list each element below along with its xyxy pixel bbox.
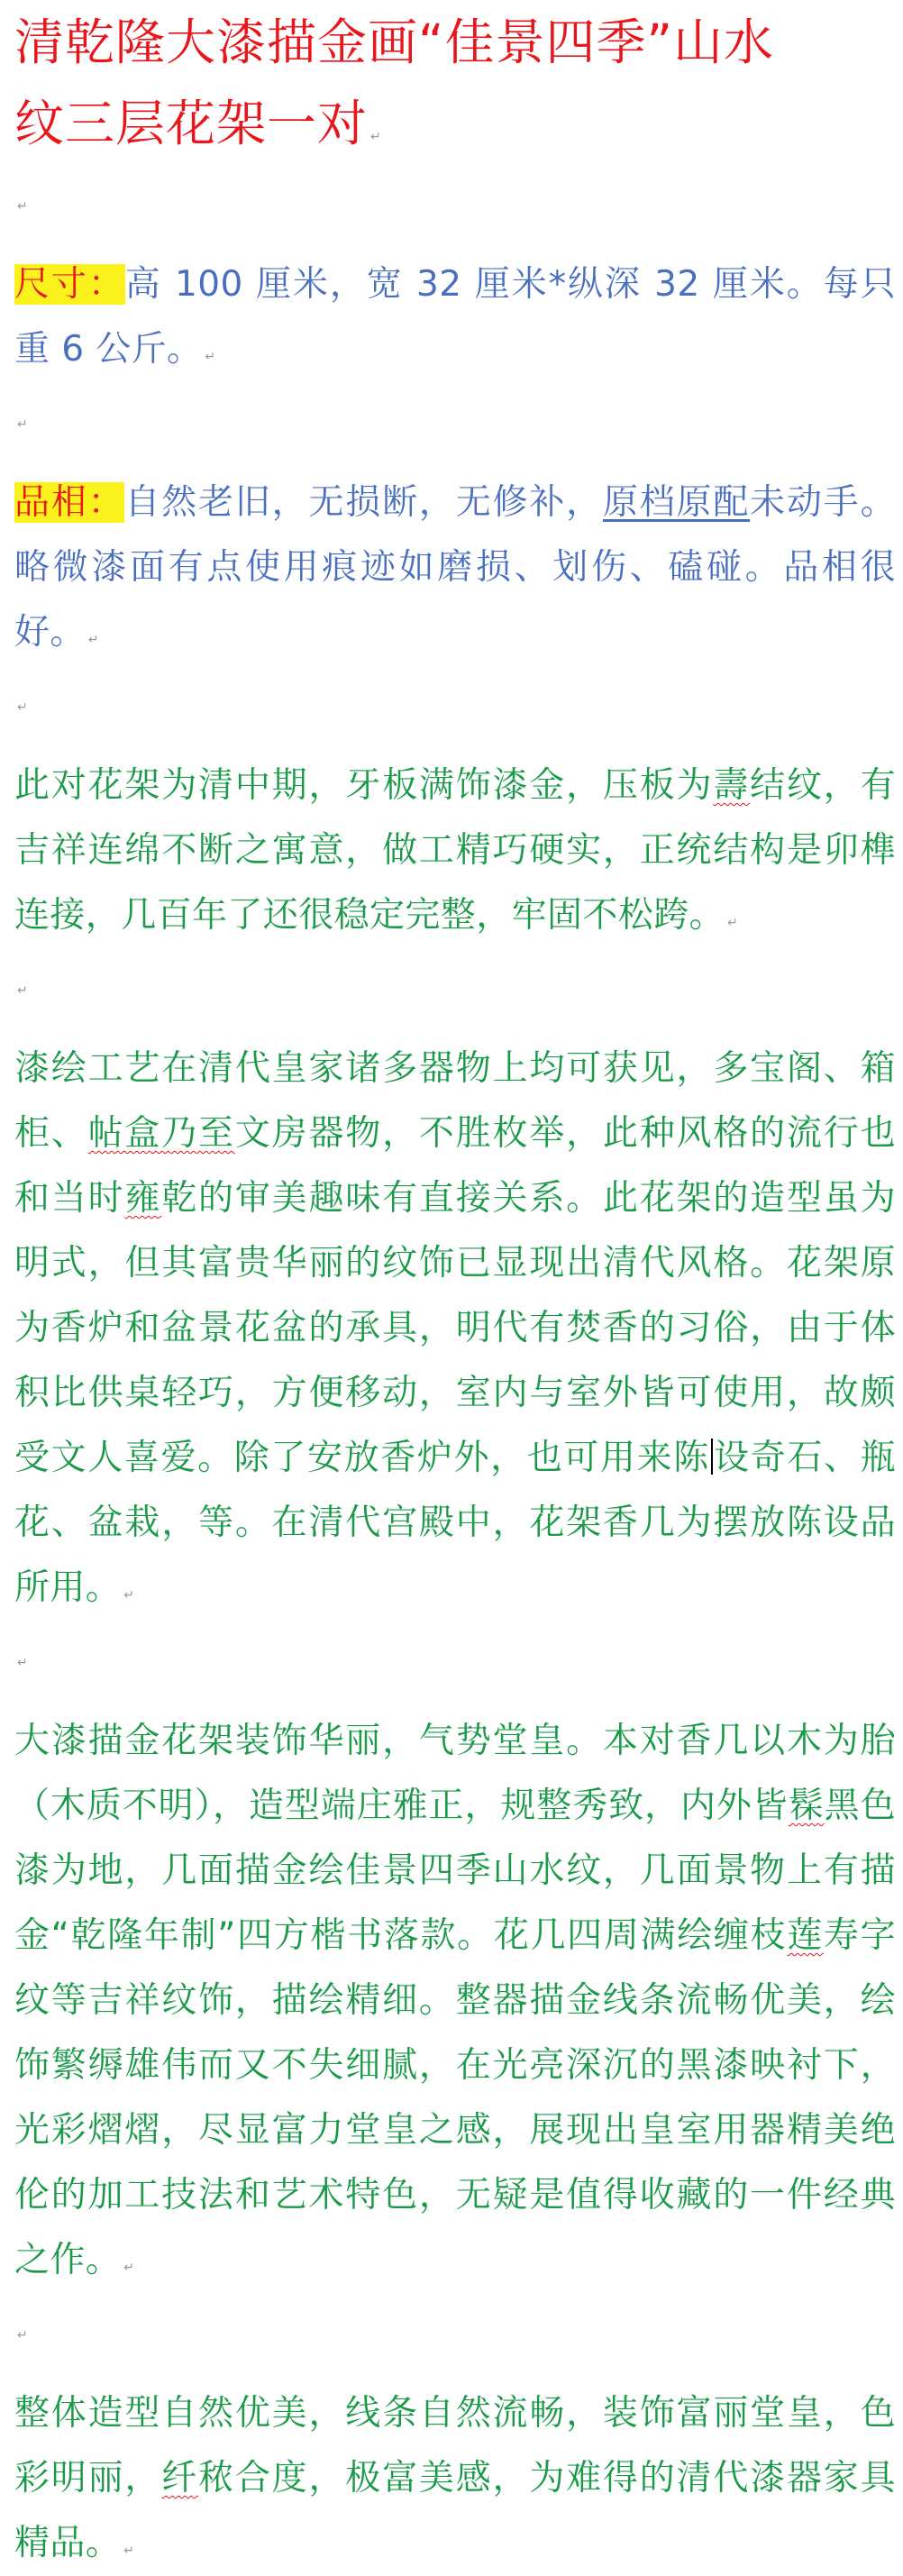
paragraph-mark-icon: ↵ [123,2261,135,2275]
p3-text-c: 寿字纹等吉祥纹饰，描绘精细。整器描金线条流畅优美，绘饰繁缛雄伟而又不失细腻，在光亮深沉的黑漆映衬下，光彩熠熠，尽显富力堂皇之感，展现出皇室用器精美绝伦的加工技法和艺术特色，无疑是值得收藏的一件经典之作。 [14,1915,896,2280]
condition-label: 品相： [14,482,125,523]
size-paragraph [14,252,896,382]
condition-paragraph [14,470,896,665]
empty-paragraph [14,1621,896,1709]
empty-paragraph [14,665,896,754]
p2-text-c: 乾的审美趣味有直接关系。此花架的造型虽为明式，但其富贵华丽的纹饰已显现出清代风格。花架原为香炉和盆景花盆的承具，明代有焚香的习俗，由于体积比供桌轻巧，方便移动，室内与室外皆可使用，故颇受文人喜爱。除了安放香炉外，也可用来陈 [14,1178,896,1478]
paragraph-mark-icon: ↵ [17,417,28,432]
p2-text-a: 漆绘工艺在清代皇家诸多器物上均可获见，多宝阁、箱柜、 [14,1048,896,1154]
p3-text-b: 黑色漆为地，几面描金绘佳景四季山水纹，几面景物上有描金“乾隆年制”四方楷书落款。花几四周满绘缠枝 [14,1786,896,1956]
paragraph-mark-icon: ↵ [123,1588,135,1603]
paragraph-mark-icon: ↵ [17,199,28,214]
p3-text-underlined-2: 莲 [787,1915,824,1956]
empty-paragraph [14,948,896,1037]
p2-text-underlined-1: 帖盒乃至 [87,1113,235,1154]
paragraph-mark-icon: ↵ [87,633,99,647]
paragraph-mark-icon: ↵ [17,700,28,715]
summary-paragraph [14,2381,896,2576]
craft-paragraph[interactable] [14,1037,896,1621]
paragraph-mark-icon: ↵ [727,916,739,930]
condition-text-a: 自然老旧，无损断，无修补， [124,482,603,523]
paragraph-mark-icon: ↵ [123,2544,135,2558]
empty-paragraph [14,164,896,252]
document [14,0,896,2576]
paragraph-mark-icon: ↵ [17,2328,28,2343]
size-label: 尺寸： [14,264,125,305]
size-text: 高 100 厘米，宽 32 厘米*纵深 32 厘米。每只重 6 公斤。 [14,264,897,370]
empty-paragraph [14,382,896,470]
title-line-2 [14,83,896,164]
paragraph-mark-icon: ↵ [205,350,216,364]
p2-text-d: 设奇石、瓶花、盆栽，等。在清代宫殿中，花架香几为摆放陈设品所用。 [14,1438,896,1608]
p1-text-a: 此对花架为清中期，牙板满饰漆金，压板为 [14,765,714,806]
paragraph-mark-icon: ↵ [17,983,28,998]
p3-text-underlined-1: 髹 [788,1786,825,1826]
structure-paragraph [14,754,896,948]
paragraph-mark-icon: ↵ [17,1656,28,1670]
p4-text-underlined: 纤 [161,2458,199,2498]
condition-text-underlined: 原档原配 [602,482,751,523]
document-title [14,2,896,164]
p1-text-b: 结纹，有吉祥连绵不断之寓意，做工精巧硬实，正统结构是卯榫连接，几百年了还很稳定完整，牢固不松跨。 [14,765,896,936]
title-line-2-text: 纹三层花架一对 [14,95,369,152]
paragraph-mark-icon: ↵ [370,130,382,144]
empty-paragraph [14,2293,896,2381]
decoration-paragraph [14,1709,896,2293]
p3-text-a: 大漆描金花架装饰华丽，气势堂皇。本对香几以木为胎（木质不明），造型端庄雅正，规整秀致，内外皆 [14,1721,896,1826]
p2-text-b: 文房器物，不胜枚举，此种风格的流行也和当时 [14,1113,896,1219]
title-line-1: 清乾隆大漆描金画“佳景四季”山水 [14,14,774,71]
p4-text-a: 整体造型自然优美，线条自然流畅，装饰富丽堂皇，色彩明丽， [14,2393,896,2498]
p4-text-b: 秾合度，极富美感，为难得的清代漆器家具精品。 [14,2458,896,2563]
p1-text-underlined: 壽 [713,765,751,806]
p2-text-underlined-2: 雍 [124,1178,162,1219]
condition-text-b: 未动手。略微漆面有点使用痕迹如磨损、划伤、磕碰。品相很好。 [14,482,896,653]
